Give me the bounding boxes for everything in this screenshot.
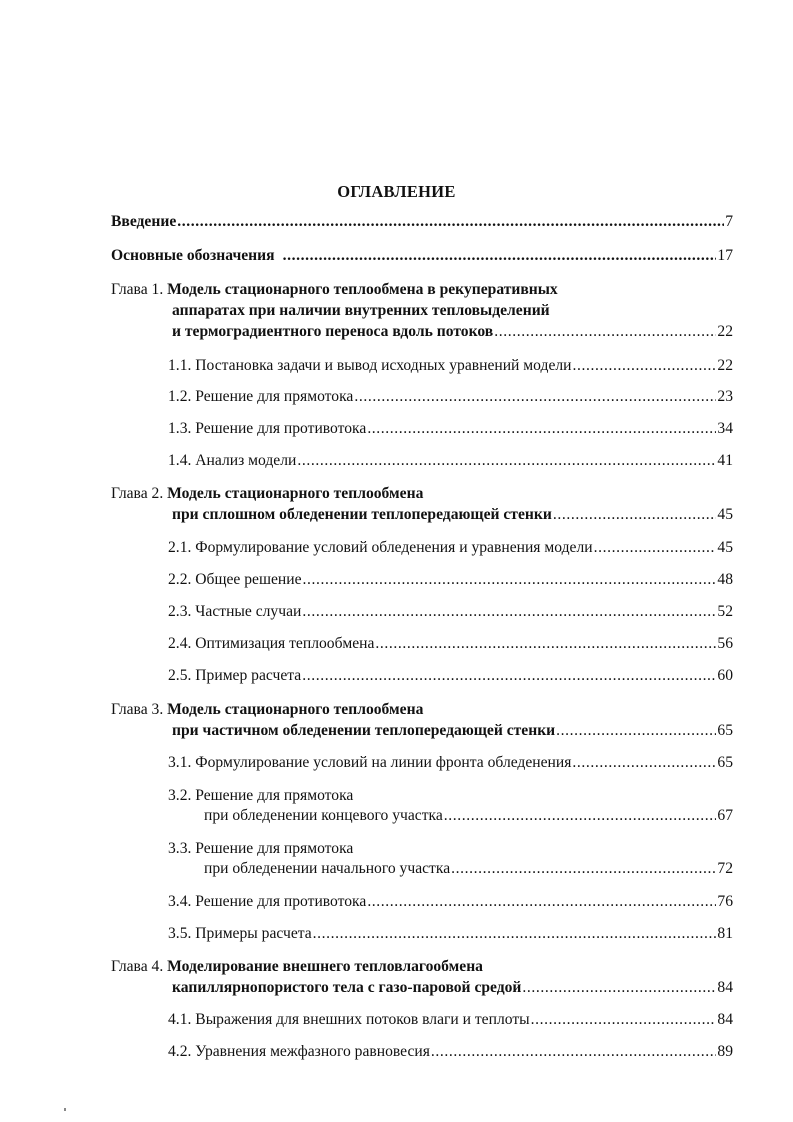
leader-dots	[451, 859, 716, 879]
leader-dots	[375, 634, 716, 654]
leader-dots	[572, 753, 716, 773]
chapter-4-heading[interactable]	[111, 957, 483, 977]
chapter-title-line: при частичном обледенении теплопередающей стенки	[172, 722, 556, 739]
toc-section-2-3[interactable]	[168, 602, 733, 622]
toc-page-number: 52	[717, 603, 733, 620]
leader-dots	[177, 212, 724, 232]
leader-dots	[303, 570, 717, 590]
chapter-title-line: Модель стационарного теплообмена в рекуперативных	[167, 281, 558, 298]
toc-section-label: 3.4. Решение для противотока	[168, 893, 367, 910]
toc-page-number: 81	[717, 925, 733, 942]
toc-page-number: 84	[717, 1011, 733, 1028]
toc-section-1-4[interactable]	[168, 451, 733, 471]
leader-dots	[367, 892, 716, 912]
toc-section-sublabel: при обледенении концевого участка	[204, 807, 443, 824]
chapter-1-heading[interactable]	[111, 280, 558, 300]
toc-section-label: 1.1. Постановка задачи и вывод исходных уравнений модели	[168, 357, 572, 374]
toc-page-number: 17	[717, 247, 733, 264]
chapter-prefix: Глава 2.	[111, 485, 164, 502]
toc-section-3-3[interactable]	[204, 859, 733, 879]
toc-section-1-1[interactable]	[168, 356, 733, 376]
toc-section-label: 2.1. Формулирование условий обледенения и уравнения модели	[168, 539, 593, 556]
toc-section-label: 1.3. Решение для противотока	[168, 420, 367, 437]
toc-page-number: 65	[717, 722, 733, 739]
chapter-3-last-line[interactable]	[172, 721, 733, 741]
chapter-title-line: капиллярнопористого тела с газо-паровой средой	[172, 979, 522, 996]
chapter-title-line: Модель стационарного теплообмена	[167, 485, 424, 502]
leader-dots	[522, 978, 716, 998]
toc-section-2-5[interactable]	[168, 666, 733, 686]
toc-page-number: 45	[717, 539, 733, 556]
toc-entry-label: Основные обозначения	[111, 247, 275, 264]
leader-dots	[313, 924, 717, 944]
toc-page-number: 72	[717, 860, 733, 877]
toc-section-3-4[interactable]	[168, 892, 733, 912]
chapter-title-line: Моделирование внешнего тепловлагообмена	[167, 958, 483, 975]
leader-dots	[367, 419, 716, 439]
toc-section-label: 3.5. Примеры расчета	[168, 925, 312, 942]
toc-section-1-2[interactable]	[168, 387, 733, 407]
chapter-3-heading[interactable]	[111, 700, 423, 720]
toc-section-label: 1.4. Анализ модели	[168, 452, 297, 469]
chapter-prefix: Глава 3.	[111, 701, 164, 718]
toc-section-2-4[interactable]	[168, 634, 733, 654]
chapter-prefix: Глава 4.	[111, 958, 164, 975]
toc-section-label[interactable]: 3.3. Решение для прямотока	[168, 840, 354, 857]
toc-page-number: 22	[717, 357, 733, 374]
toc-section-2-2[interactable]	[168, 570, 733, 590]
leader-dots	[431, 1042, 717, 1062]
toc-page-number: 45	[717, 506, 733, 523]
toc-page-number: 65	[717, 754, 733, 771]
toc-section-3-2[interactable]	[204, 806, 733, 826]
toc-section-2-1[interactable]	[168, 538, 733, 558]
leader-dots	[297, 451, 716, 471]
toc-section-label: 2.5. Пример расчета	[168, 667, 302, 684]
leader-dots	[553, 505, 717, 525]
toc-section-3-5[interactable]	[168, 924, 733, 944]
toc-section-3-1[interactable]	[168, 753, 733, 773]
chapter-2-last-line[interactable]	[172, 505, 733, 525]
chapter-title-line: при сплошном обледенении теплопередающей стенки	[172, 506, 552, 523]
leader-dots	[594, 538, 717, 558]
toc-page-number: 41	[717, 452, 733, 469]
chapter-title-line: Модель стационарного теплообмена	[167, 701, 424, 718]
toc-page-number: 84	[717, 979, 733, 996]
toc-section-label: 2.2. Общее решение	[168, 571, 302, 588]
toc-section-4-1[interactable]	[168, 1010, 733, 1030]
toc-page-number: 67	[717, 807, 733, 824]
toc-section-label: 4.1. Выражения для внешних потоков влаги и теплоты	[168, 1011, 530, 1028]
toc-entry-notation[interactable]	[111, 246, 733, 266]
toc-section-1-3[interactable]	[168, 419, 733, 439]
leader-dots	[556, 721, 716, 741]
toc-page-number: 76	[717, 893, 733, 910]
toc-entry-intro[interactable]	[111, 212, 733, 232]
toc-page-number: 60	[717, 667, 733, 684]
leader-dots	[302, 666, 716, 686]
toc-entry-label: Введение	[111, 213, 177, 230]
leader-dots	[354, 387, 716, 407]
chapter-title-line: аппаратах при наличии внутренних тепловыделений	[172, 302, 550, 319]
toc-section-label: 1.2. Решение для прямотока	[168, 388, 354, 405]
scan-speck	[64, 1108, 66, 1111]
leader-dots	[283, 246, 717, 266]
chapter-2-heading[interactable]	[111, 484, 423, 504]
toc-page-number: 7	[725, 213, 733, 230]
chapter-4-last-line[interactable]	[172, 978, 733, 998]
leader-dots	[573, 356, 717, 376]
toc-section-label: 2.4. Оптимизация теплообмена	[168, 635, 375, 652]
toc-page-number: 48	[717, 571, 733, 588]
toc-section-4-2[interactable]	[168, 1042, 733, 1062]
leader-dots	[531, 1010, 717, 1030]
toc-section-label: 4.2. Уравнения межфазного равновесия	[168, 1043, 430, 1060]
toc-section-label[interactable]: 3.2. Решение для прямотока	[168, 787, 354, 804]
toc-section-label: 3.1. Формулирование условий на линии фронта обледенения	[168, 754, 572, 771]
chapter-prefix: Глава 1.	[111, 281, 164, 298]
toc-section-label: 2.3. Частные случаи	[168, 603, 302, 620]
toc-page-number: 89	[717, 1043, 733, 1060]
toc-page-number: 34	[717, 420, 733, 437]
page-title: ОГЛАВЛЕНИЕ	[337, 182, 456, 201]
toc-page-number: 56	[717, 635, 733, 652]
leader-dots	[302, 602, 716, 622]
toc-section-sublabel: при обледенении начального участка	[204, 860, 451, 877]
leader-dots	[494, 322, 716, 342]
leader-dots	[444, 806, 717, 826]
chapter-1-last-line[interactable]	[172, 322, 733, 342]
toc-page-number: 22	[717, 323, 733, 340]
toc-page-number: 23	[717, 388, 733, 405]
chapter-title-line: и термоградиентного переноса вдоль потоков	[172, 323, 494, 340]
